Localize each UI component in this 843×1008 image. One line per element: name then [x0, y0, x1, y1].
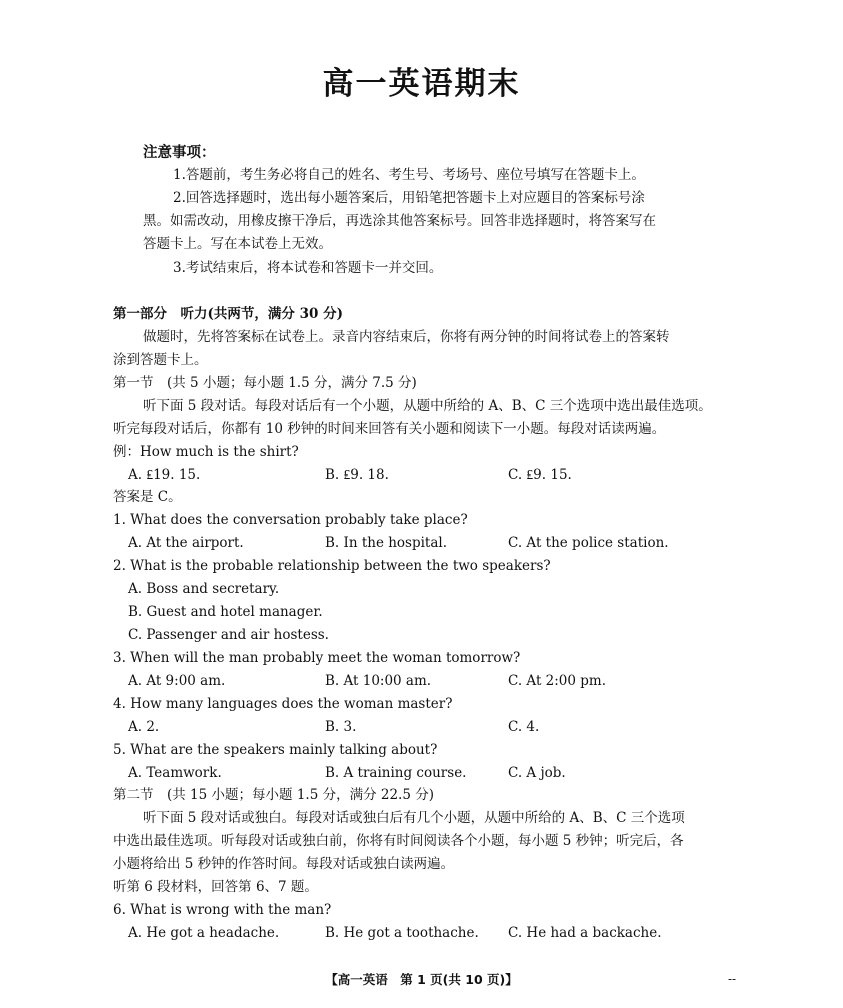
question-2: 2. What is the probable relationship between the two speakers? [113, 558, 551, 574]
notice-item: 2.回答选择题时，选出每小题答案后，用铅笔把答题卡上对应题目的答案标号涂 [173, 190, 645, 206]
option-b: B. 3. [325, 719, 357, 735]
material-heading: 听第 6 段材料，回答第 6、7 题。 [113, 879, 318, 895]
notice-item: 1.答题前，考生务必将自己的姓名、考生号、考场号、座位号填写在答题卡上。 [173, 167, 645, 183]
page-footer: 【高一英语 第 1 页(共 10 页)】 [325, 972, 518, 987]
option-a: A. At 9:00 am. [128, 673, 226, 689]
question-1: 1. What does the conversation probably take place? [113, 512, 468, 528]
option-a: A. Boss and secretary. [128, 581, 280, 597]
notice-item: 黑。如需改动，用橡皮擦干净后，再选涂其他答案标号。回答非选择题时，将答案写在 [143, 213, 656, 229]
option-a: A. ₤19. 15. [128, 467, 201, 483]
section2-instructions: 中选出最佳选项。听每段对话或独白前，你将有时间阅读各个小题，每小题 5 秒钟；听完后，各 [113, 833, 684, 849]
option-b: B. Guest and hotel manager. [128, 604, 323, 620]
option-c: C. 4. [508, 719, 540, 735]
section1-heading: 第一节 (共 5 小题；每小题 1.5 分，满分 7.5 分) [113, 375, 417, 391]
option-c: C. At 2:00 pm. [508, 673, 607, 689]
question-4: 4. How many languages does the woman master? [113, 696, 453, 712]
part1-intro: 涂到答题卡上。 [113, 352, 208, 368]
example-answer: 答案是 C。 [113, 489, 182, 505]
part1-intro: 做题时，先将答案标在试卷上。录音内容结束后，你将有两分钟的时间将试卷上的答案转 [143, 329, 670, 345]
section2-instructions: 听下面 5 段对话或独白。每段对话或独白后有几个小题，从题中所给的 A、B、C 三个选项 [143, 810, 685, 826]
option-b: B. ₤9. 18. [325, 467, 389, 483]
notice-item: 答题卡上。写在本试卷上无效。 [143, 236, 332, 252]
option-c: C. Passenger and air hostess. [128, 627, 329, 643]
corner-mark: -- [728, 972, 737, 986]
option-a: A. At the airport. [128, 535, 244, 551]
option-a: A. 2. [128, 719, 160, 735]
option-b: B. A training course. [325, 765, 467, 781]
question-3: 3. When will the man probably meet the woman tomorrow? [113, 650, 521, 666]
option-a: A. He got a headache. [128, 925, 280, 941]
section2-heading: 第二节 (共 15 小题；每小题 1.5 分，满分 22.5 分) [113, 787, 434, 803]
page-title: 高一英语期末 [322, 66, 521, 102]
question-5: 5. What are the speakers mainly talking about? [113, 742, 438, 758]
section1-instructions: 听下面 5 段对话。每段对话后有一个小题，从题中所给的 A、B、C 三个选项中选出最佳选项。 [143, 398, 712, 414]
notice-heading: 注意事项： [143, 145, 216, 161]
section2-instructions: 小题将给出 5 秒钟的作答时间。每段对话或独白读两遍。 [113, 856, 455, 872]
option-c: C. At the police station. [508, 535, 669, 551]
section1-instructions: 听完每段对话后，你都有 10 秒钟的时间来回答有关小题和阅读下一小题。每段对话读两遍。 [113, 421, 666, 437]
example-question: 例：How much is the shirt? [113, 444, 299, 460]
option-a: A. Teamwork. [128, 765, 222, 781]
option-b: B. He got a toothache. [325, 925, 479, 941]
option-c: C. ₤9. 15. [508, 467, 572, 483]
option-c: C. A job. [508, 765, 566, 781]
part1-heading: 第一部分 听力(共两节，满分 30 分) [113, 306, 343, 322]
question-6: 6. What is wrong with the man? [113, 902, 332, 918]
option-c: C. He had a backache. [508, 925, 662, 941]
option-b: B. In the hospital. [325, 535, 448, 551]
option-b: B. At 10:00 am. [325, 673, 432, 689]
notice-item: 3.考试结束后，将本试卷和答题卡一并交回。 [173, 260, 443, 276]
